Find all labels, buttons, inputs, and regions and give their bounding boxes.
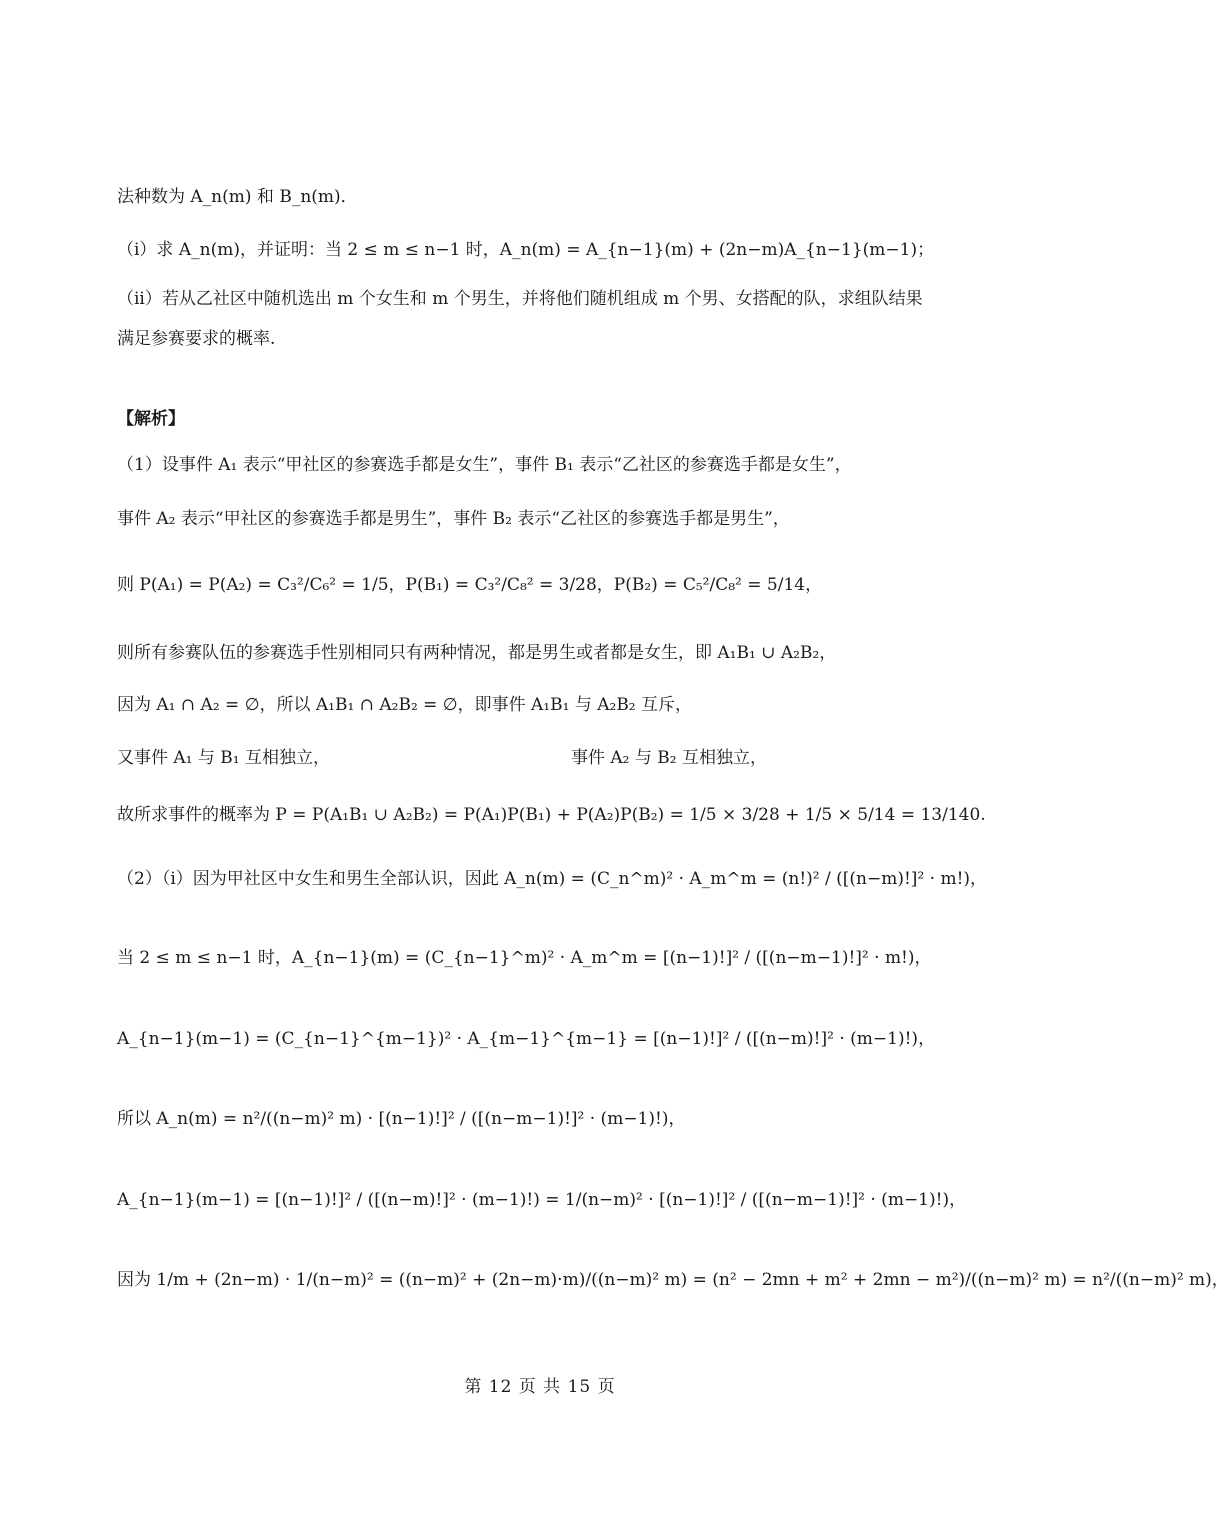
formula-line-so-an: 所以 A_n(m) = n²/((n−m)² m) · [(n−1)!]² / ([(n−m−1)!]² · (m−1)!)，	[117, 1109, 686, 1129]
formula-line-probabilities: 则 P(A₁) = P(A₂) = C₃²/C₆² = 1/5，P(B₁) = C₃²/C₈² = 3/28，P(B₂) = C₅²/C₈² = 5/14，	[117, 575, 823, 595]
text-line-4: 满足参赛要求的概率.	[117, 329, 276, 349]
formula-line-an: （2）（i）因为甲社区中女生和男生全部认识，因此 A_n(m) = (C_n^m)² · A_m^m = (n!)² / ([(n−m)!]² · m!)，	[117, 869, 988, 889]
solution-heading: 【解析】	[117, 409, 185, 429]
text-line-10: 因为 A₁ ∩ A₂ = ∅，所以 A₁B₁ ∩ A₂B₂ = ∅，即事件 A₁B₁ 与 A₂B₂ 互斥，	[117, 695, 693, 715]
text-line-1: 法种数为 A_n(m) 和 B_n(m)．	[117, 187, 358, 207]
text-line-3: （ii）若从乙社区中随机选出 m 个女生和 m 个男生，并将他们随机组成 m 个男、女搭配的队，求组队结果	[117, 289, 923, 309]
formula-line-total-probability: 故所求事件的概率为 P = P(A₁B₁ ∪ A₂B₂) = P(A₁)P(B₁) + P(A₂)P(B₂) = 1/5 × 3/28 + 1/5 × 5/14 = 13/140.	[117, 805, 986, 825]
formula-line-an-minus-1: 当 2 ≤ m ≤ n−1 时，A_{n−1}(m) = (C_{n−1}^m)² · A_m^m = [(n−1)!]² / ([(n−m−1)!]² · m!)，	[117, 948, 932, 968]
text-line-7: 事件 A₂ 表示“甲社区的参赛选手都是男生”，事件 B₂ 表示“乙社区的参赛选手都是男生”，	[117, 509, 790, 529]
formula-line-an-minus-1-m-minus-1: A_{n−1}(m−1) = (C_{n−1}^{m−1})² · A_{m−1}^{m−1} = [(n−1)!]² / ([(n−m)!]² · (m−1)!)，	[117, 1029, 936, 1049]
text-line-11: 又事件 A₁ 与 B₁ 互相独立，	[117, 748, 331, 768]
page-footer: 第 12 页 共 15 页	[464, 1377, 616, 1397]
formula-line-rewrite: A_{n−1}(m−1) = [(n−1)!]² / ([(n−m)!]² · (m−1)!) = 1/(n−m)² · [(n−1)!]² / ([(n−m−1)!]² · (m−1)!)，	[117, 1190, 967, 1210]
formula-line-because: 因为 1/m + (2n−m) · 1/(n−m)² = ((n−m)² + (2n−m)·m)/((n−m)² m) = (n² − 2mn + m² + 2mn − m²)/((n−m)² m) = n²/((n−m)² m)，	[117, 1270, 1229, 1290]
text-line-6: （1）设事件 A₁ 表示“甲社区的参赛选手都是女生”，事件 B₁ 表示“乙社区的参赛选手都是女生”，	[117, 455, 852, 475]
text-line-2: （i）求 A_n(m)，并证明：当 2 ≤ m ≤ n−1 时，A_n(m) = A_{n−1}(m) + (2n−m)A_{n−1}(m−1)；	[117, 240, 935, 260]
text-line-9: 则所有参赛队伍的参赛选手性别相同只有两种情况，都是男生或者都是女生，即 A₁B₁ ∪ A₂B₂，	[117, 643, 837, 663]
text-line-12: 事件 A₂ 与 B₂ 互相独立，	[571, 748, 768, 768]
